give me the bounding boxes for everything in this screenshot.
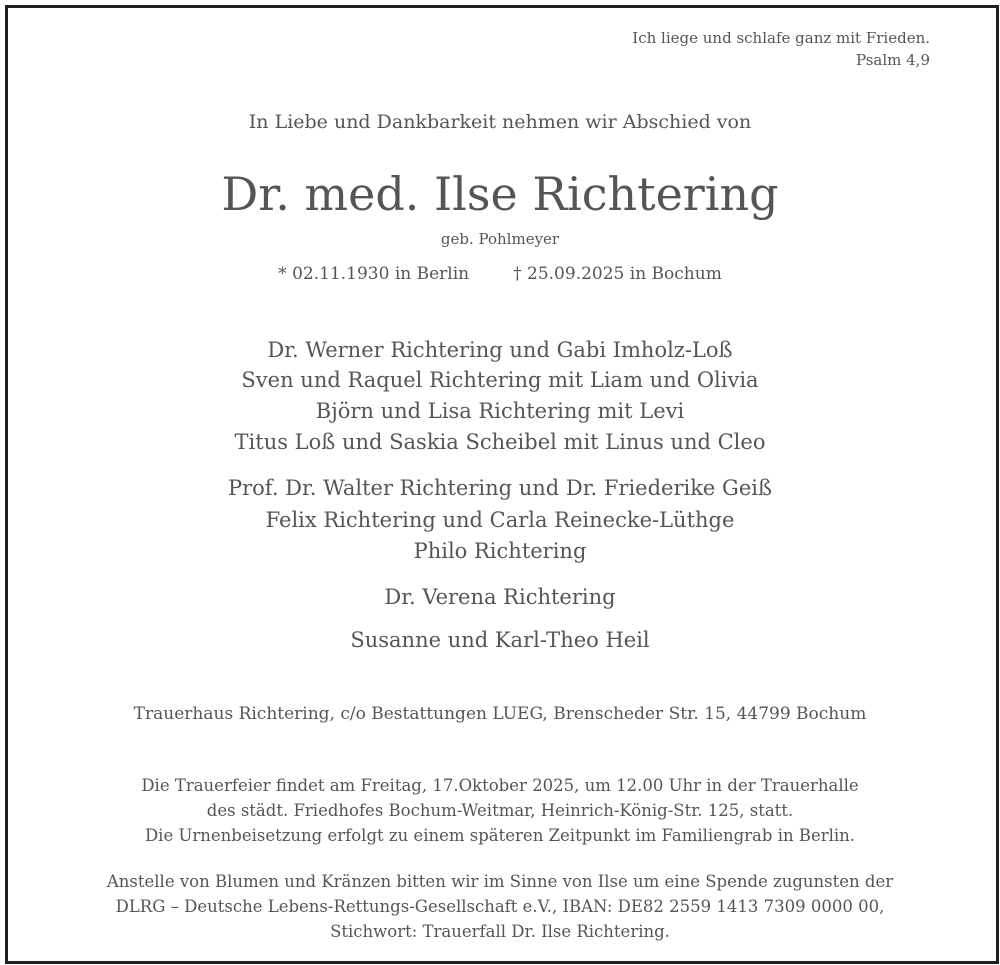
donation-line: Stichwort: Trauerfall Dr. Ilse Richtering.	[330, 922, 670, 941]
mourner-line: Philo Richtering	[413, 539, 587, 563]
mourner-line: Titus Loß und Saskia Scheibel mit Linus und Cleo	[234, 430, 766, 454]
donation-line: DLRG – Deutsche Lebens-Rettungs-Gesellschaft e.V., IBAN: DE82 2559 1413 7309 0000 00,	[115, 897, 885, 916]
mourner-line: Dr. Verena Richtering	[384, 585, 616, 609]
mourner-line: Dr. Werner Richtering und Gabi Imholz-Loß	[267, 338, 733, 362]
psalm-reference: Psalm 4,9	[856, 51, 930, 69]
mourner-line: Sven und Raquel Richtering mit Liam und Olivia	[241, 368, 759, 392]
ceremony-line: Die Urnenbeisetzung erfolgt zu einem späteren Zeitpunkt im Familiengrab in Berlin.	[144, 826, 856, 845]
mourning-house-address: Trauerhaus Richtering, c/o Bestattungen LUEG, Brenscheder Str. 15, 44799 Bochum	[133, 704, 867, 724]
intro-text: In Liebe und Dankbarkeit nehmen wir Abschied von	[248, 111, 752, 133]
death-date: † 25.09.2025 in Bochum	[513, 264, 722, 284]
mourner-line: Prof. Dr. Walter Richtering und Dr. Friederike Geiß	[227, 476, 772, 500]
life-dates	[0, 266, 1000, 283]
mourner-line: Björn und Lisa Richtering mit Levi	[315, 399, 685, 423]
ceremony-line: des städt. Friedhofes Bochum-Weitmar, Heinrich-König-Str. 125, statt.	[206, 801, 794, 820]
mourner-line: Susanne und Karl-Theo Heil	[350, 628, 650, 652]
donation-line: Anstelle von Blumen und Kränzen bitten wir im Sinne von Ilse um eine Spende zugunsten der	[106, 872, 894, 891]
psalm-quote: Ich liege und schlafe ganz mit Frieden.	[632, 29, 930, 47]
deceased-name: Dr. med. Ilse Richtering	[221, 167, 779, 221]
ceremony-line: Die Trauerfeier findet am Freitag, 17.Oktober 2025, um 12.00 Uhr in der Trauerhalle	[141, 776, 859, 795]
birth-date: * 02.11.1930 in Berlin	[278, 264, 470, 284]
mourner-line: Felix Richtering und Carla Reinecke-Lüthge	[265, 508, 735, 532]
maiden-name: geb. Pohlmeyer	[440, 230, 560, 248]
